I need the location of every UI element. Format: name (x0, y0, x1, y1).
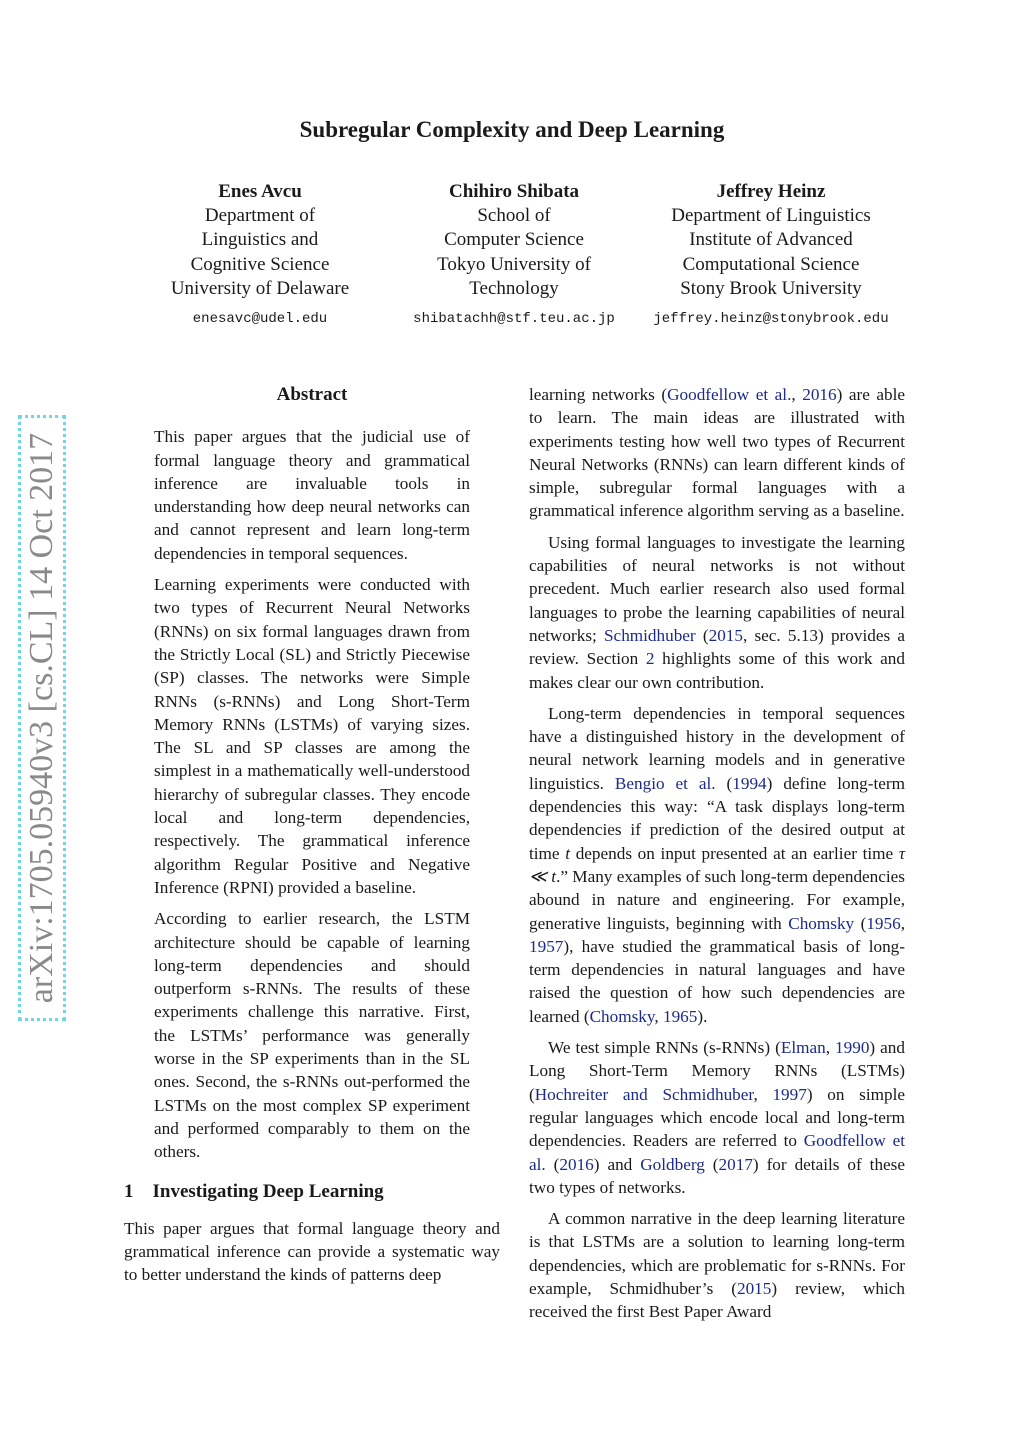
citation-link[interactable]: Goldberg (640, 1154, 705, 1174)
citation-link[interactable]: 2015 (736, 1278, 772, 1298)
author-email: shibatachh@stf.teu.ac.jp (413, 311, 615, 328)
section-heading: 1 Investigating Deep Learning (124, 1180, 384, 1202)
author-affiliation: Institute of Advanced (689, 229, 853, 251)
citation-link[interactable]: Schmidhuber (604, 625, 696, 645)
math-expression: τ ≪ t (529, 843, 905, 886)
citation-link[interactable]: 2015 (708, 625, 743, 645)
author-name: Enes Avcu (218, 181, 302, 202)
body-paragraph: A common narrative in the deep learning literature is that LSTMs are a solution to learning long-term dependencies, which are problematic for s-RNNs. For example, Schmidhuber’s (2015) review, which received the first Best Paper Award (529, 1209, 906, 1322)
right-column (529, 383, 905, 1332)
author-name: Jeffrey Heinz (716, 181, 826, 202)
citation-link[interactable]: 1957 (529, 936, 564, 956)
citation-link[interactable]: Bengio et al. (614, 773, 716, 793)
author-email: jeffrey.heinz@stonybrook.edu (653, 311, 889, 328)
author-affiliation: Department of (204, 205, 316, 227)
author-name: Chihiro Shibata (448, 181, 580, 202)
body-paragraph: Long-term dependencies in temporal sequences have a distinguished history in the development of neural network learning models and in generative linguistics. Bengio et al. (1994) define long-term dependencies this way: “A task displays long-term dependencies if prediction of the desired output at time t depends on input presented at an earlier time τ ≪ t.” Many examples of such long-term dependencies abound in nature and engineering. For example, generative linguists, beginning with Chomsky (1956, 1957), have studied the grammatical basis of long-term dependencies in natural languages and have raised the question of how such dependencies are learned (Chomsky, 1965). (529, 703, 905, 1026)
abstract-heading: Abstract (276, 384, 348, 405)
author-affiliation: Linguistics and (201, 229, 319, 251)
author-block-1 (140, 180, 380, 331)
citation-link[interactable]: Chomsky (589, 1006, 655, 1026)
citation-link[interactable]: 2016 (802, 385, 837, 404)
body-paragraph: We test simple RNNs (s-RNNs) (Elman, 1990) and Long Short-Term Memory RNNs (LSTMs) (Hochreiter and Schmidhuber, 1997) on simple regular languages which encode local and long-term dependencies. Readers are referred to Goodfellow et al. (2016) and Goldberg (2017) for details of these two types of networks. (529, 1038, 906, 1197)
abstract-paragraph: According to earlier research, the LSTM architecture should be capable of learning long-term dependencies and should outperform s-RNNs. The results of these experiments challenge this narrative. First, the LSTMs’ performance was generally worse in the SP experiments than in the SL ones. Second, the s-RNNs out-performed the LSTMs on the most complex SP experiment and performed comparably to them on the others. (154, 909, 470, 1162)
author-affiliation: Tokyo University of (437, 253, 591, 275)
citation-link[interactable]: 1994 (732, 773, 767, 793)
arxiv-identifier-stamp (18, 415, 66, 1021)
author-affiliation: Computational Science (682, 253, 860, 275)
citation-link[interactable]: 1990 (835, 1038, 870, 1058)
author-affiliation: Technology (469, 277, 559, 299)
author-affiliation: School of (477, 205, 551, 227)
author-affiliation: Cognitive Science (190, 253, 330, 275)
abstract-paragraph: Learning experiments were conducted with two types of Recurrent Neural Networks (RNNs) on six formal languages drawn from the Strictly Local (SL) and Strictly Piecewise (SP) classes. The networks were Simple RNNs (s-RNNs) and Long Short-Term Memory RNNs (LSTMs) of varying sizes. The SL and SP classes are among the simplest in a mathematically well-understood hierarchy of subregular classes. They encode local and long-term dependencies, respectively. The grammatical inference algorithm Regular Positive and Negative Inference (RPNI) provided a baseline. (154, 575, 470, 897)
abstract-body (124, 425, 500, 1163)
citation-link[interactable]: 1965 (662, 1006, 698, 1026)
citation-link[interactable]: Elman (780, 1038, 826, 1058)
author-affiliation: Department of Linguistics (671, 205, 871, 227)
section-link[interactable]: 2 (645, 649, 655, 669)
citation-link[interactable]: Chomsky (788, 913, 855, 933)
body-paragraph: Using formal languages to investigate the learning capabilities of neural networks is not without precedent. Much earlier research also used formal languages to probe the learning capabilities of neural networks; Schmidhuber (2015, sec. 5.13) provides a review. Section 2 highlights some of this work and makes clear our own contribution. (529, 532, 905, 692)
author-affiliation: Computer Science (444, 229, 584, 251)
citation-link[interactable]: 2017 (718, 1154, 753, 1174)
citation-link[interactable]: 2016 (559, 1154, 594, 1174)
citation-link[interactable]: Hochreiter and Schmidhuber (534, 1084, 754, 1104)
arxiv-identifier: arXiv:1705.05940v3 [cs.CL] 14 Oct 2017 (23, 432, 60, 1004)
author-email: enesavc@udel.edu (192, 311, 328, 328)
citation-link[interactable]: Goodfellow et al. (529, 1131, 905, 1174)
math-variable: t (565, 843, 571, 863)
body-paragraph: learning networks (Goodfellow et al., 2016) are able to learn. The main ideas are illustrated with experiments testing how well two types of Recurrent Neural Networks (RNNs) can learn different kinds of simple, subregular formal languages with a grammatical inference algorithm serving as a baseline. (529, 385, 905, 521)
author-affiliation: Stony Brook University (680, 277, 862, 299)
citation-link[interactable]: Goodfellow et al. (667, 385, 792, 404)
citation-link[interactable]: 1997 (772, 1084, 807, 1104)
abstract-paragraph: This paper argues that the judicial use of formal language theory and grammatical inference are invaluable tools in understanding how deep neural networks can and cannot represent and learn long-term dependencies in temporal sequences. (154, 427, 470, 563)
author-block-2 (394, 180, 634, 331)
paper-title: Subregular Complexity and Deep Learning (299, 117, 725, 142)
left-column (124, 383, 500, 1295)
author-affiliation: University of Delaware (170, 277, 350, 299)
author-block-3 (651, 180, 891, 331)
citation-link[interactable]: 1956 (866, 913, 901, 933)
section-paragraph: This paper argues that formal language theory and grammatical inference can provide a systematic way to better understand the kinds of patterns deep (124, 1218, 500, 1285)
